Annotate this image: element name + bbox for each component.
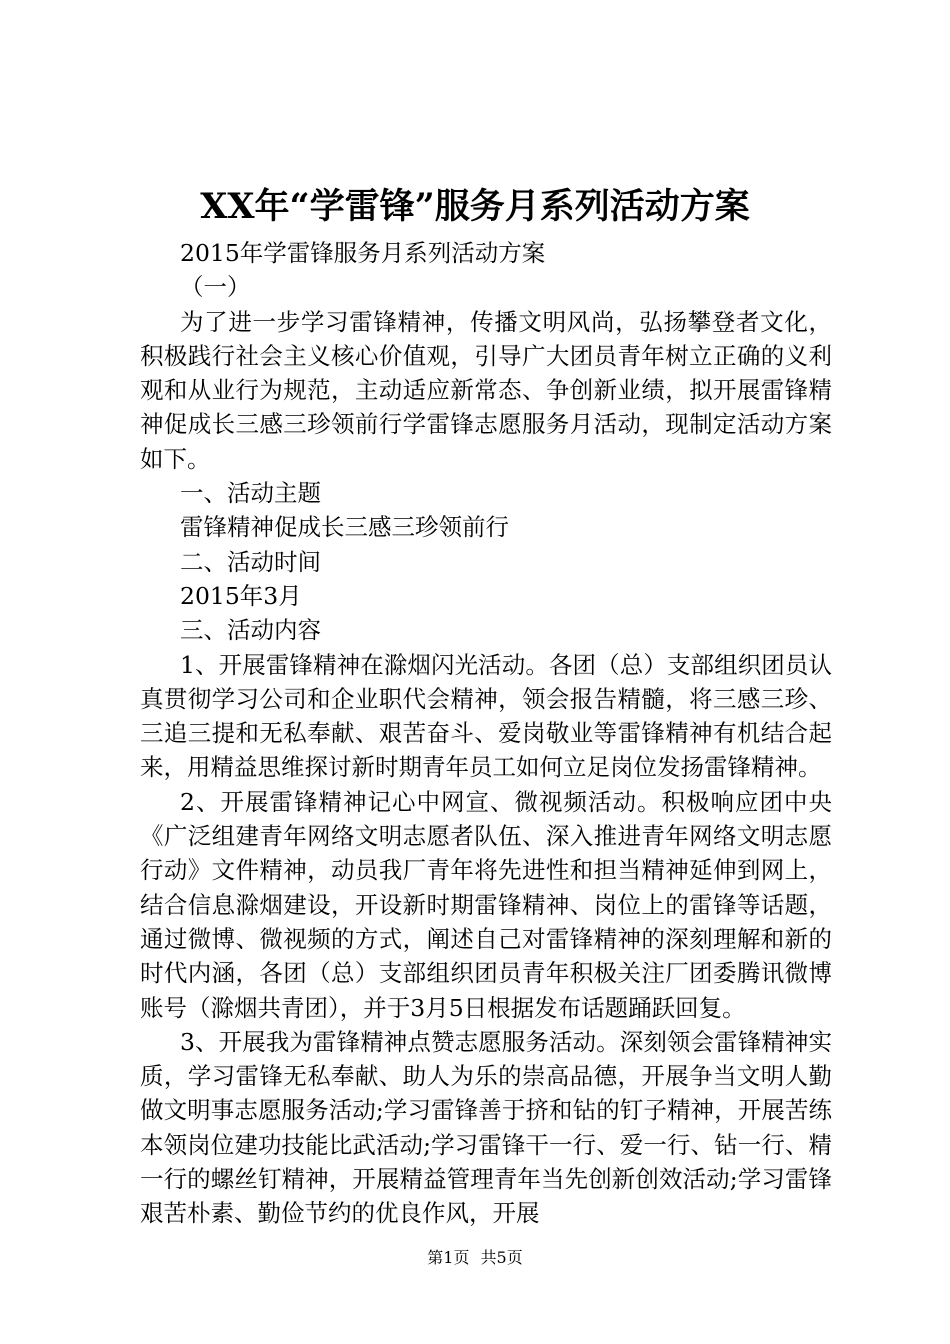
paragraph: 2015年学雷锋服务月系列活动方案 [180, 239, 546, 267]
section-heading: 二、活动时间 [180, 547, 321, 576]
section-heading: 一、活动主题 [180, 479, 321, 508]
paragraph: 3、开展我为雷锋精神点赞志愿服务活动。深刻领会雷锋精神实质，学习雷锋无私奉献、助人为乐的崇高品德，开展争当文明人勤做文明事志愿服务活动;学习雷锋善于挤和钻的钉子精神，开展苦练本领岗位建功技能比武活动;学习雷锋干一行、爱一行、钻一行、精一行的螺丝钉精神，开展精益管理青年当先创新创效活动;学习雷锋艰苦朴素、勤俭节约的优良作风，开展 [140, 1027, 832, 1228]
page-footer [0, 1247, 950, 1269]
paragraph: 2、开展雷锋精神记心中网宣、微视频活动。积极响应团中央《广泛组建青年网络文明志愿者队伍、深入推进青年网络文明志愿行动》文件精神，动员我厂青年将先进性和担当精神延伸到网上，结合信息滁烟建设，开设新时期雷锋精神、岗位上的雷锋等话题，通过微博、微视频的方式，阐述自己对雷锋精神的深刻理解和新的时代内涵，各团（总）支部组织团员青年积极关注厂团委腾讯微博账号（滁烟共青团），并于3月5日根据发布话题踊跃回复。 [140, 787, 832, 1022]
paragraph: 1、开展雷锋精神在滁烟闪光活动。各团（总）支部组织团员认真贯彻学习公司和企业职代会精神，领会报告精髓，将三感三珍、三追三提和无私奉献、艰苦奋斗、爱岗敬业等雷锋精神有机结合起来，用精益思维探讨新时期青年员工如何立足岗位发扬雷锋精神。 [140, 650, 832, 782]
page-number: 第1页 [427, 1248, 470, 1267]
paragraph: 为了进一步学习雷锋精神，传播文明风尚，弘扬攀登者文化，积极践行社会主义核心价值观，引导广大团员青年树立正确的义利观和从业行为规范，主动适应新常态、争创新业绩，拟开展雷锋精神促成长三感三珍领前行学雷锋志愿服务月活动，现制定活动方案如下。 [140, 307, 832, 473]
page-total: 共5页 [480, 1248, 523, 1267]
paragraph: （一） [180, 273, 251, 302]
paragraph: 雷锋精神促成长三感三珍领前行 [180, 513, 509, 542]
paragraph: 2015年3月 [180, 581, 302, 610]
document-body [140, 236, 832, 1231]
document-title: XX年“学雷锋”服务月系列活动方案 [200, 186, 750, 227]
section-heading: 三、活动内容 [180, 616, 321, 645]
